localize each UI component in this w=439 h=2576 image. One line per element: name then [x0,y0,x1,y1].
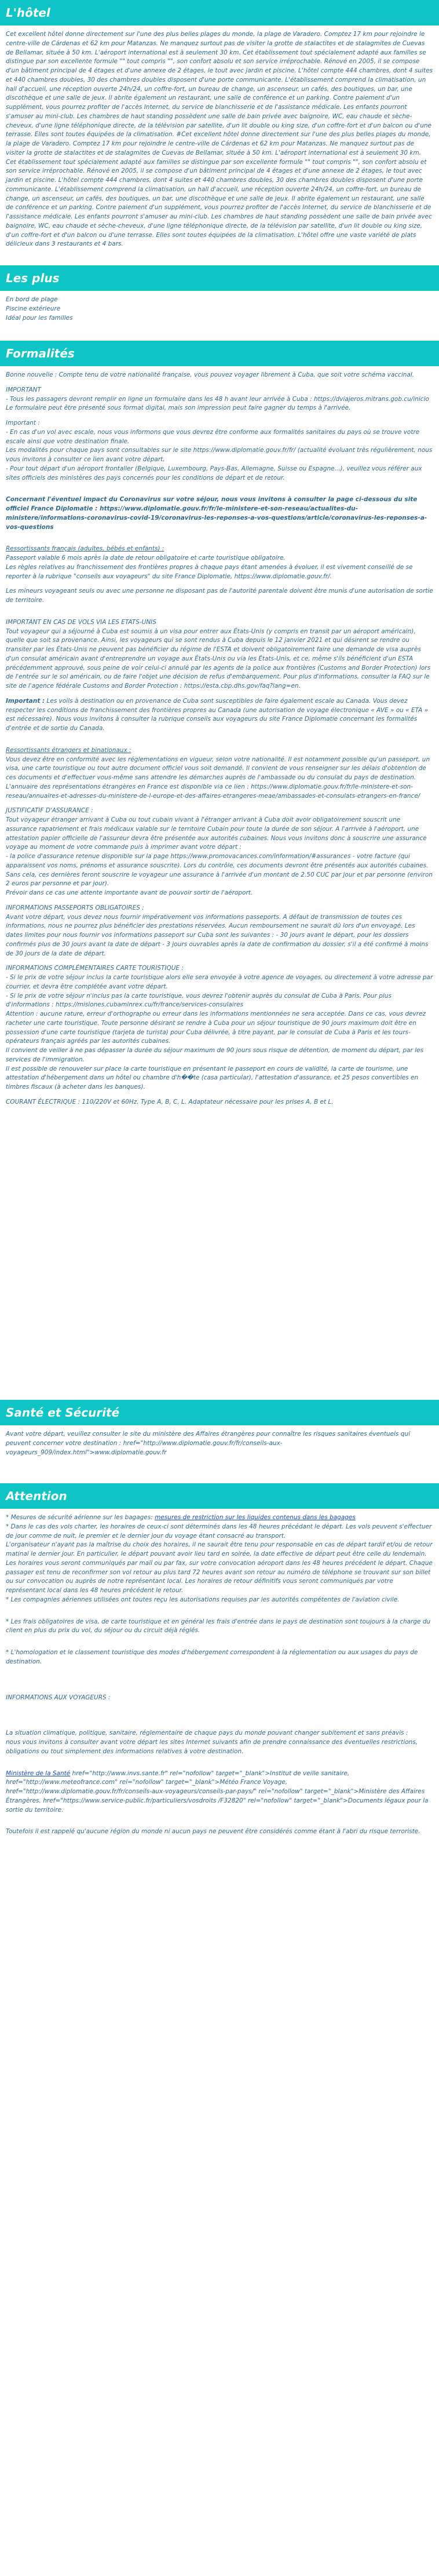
formalites-p2: - En cas d'un vol avec escale, nous vous informons que vous devrez être conforme aux formalités sanitaires du pays où se trouve votre escale ainsi que votre destination finale. [6,428,420,445]
important-label: Important : [6,419,40,426]
section-title-sante: Santé et Sécurité [6,1406,120,1420]
section-title-formalites: Formalités [6,346,75,360]
liens-text: href="http://www.invs.sante.fr" rel="nofollow" target="_blank">Institut de veille sanitaire, href="http://www.meteofrance.com" rel="nofollow" target="_blank">Météo France Voyage, href="http://www.diplomatie.gouv.fr/fr/conseils-aux-voyageurs/conseils-par-pays/" rel="nofollow" target="_blank">Ministère des Affaires Étrangères, href="https://www.service-public.fr/particuliers/vosdroits /F32820" rel="nofollow" target="_blank">Documents légaux pour la sortie du territoire. [6,1769,429,1814]
section-header-attention [0,1483,439,1509]
frais-text: * Les frais obligatoires de visa, de carte touristique et en général les frais d'entrée dans le pays de destination sont toujours à la charge du client en plus du prix du vol, du séjour ou du circuit déjà réglés. [6,1618,431,1634]
passports-text: Avant votre départ, vous devez nous fournir impérativement vos informations passeports. A défaut de transmission de toutes ces informations, nous ne pourrez plus bénéficier des prestations réservées. Aucun remboursement ne saurait dû lors d'un envoyagé. Les dates limites pour nous fournir vos informations passeport sur Cuba sont les suivantes : - 30 jours avant le départ, pour les dossiers confirmés plus de 30 jours avant la date de départ - 3 jours ouvrables après la date de confirmation du dossier, s'il a été confirmé à moins de 30 jours de la date de départ. [6,913,429,957]
plus-item: Piscine extérieure [6,305,61,312]
plus-item: Idéal pour les familles [6,314,73,322]
formalites-p4: - Pour tout départ d'un aéroport frontalier (Belgique, Luxembourg, Pays-Bas, Allemagne, Suisse ou Espagne...), veuillez vous référer aux sites officiels des ministères des pays concernés pour les conditions de départ et de retour. [6,465,422,481]
important-heading: IMPORTANT [6,386,41,393]
charter-text: * Dans le cas des vols charter, les horaires de ceux-ci sont déterminés dans les 48 heures précédant le départ. Les vols peuvent s'effectuer de jour comme de nuit, le premier et le dernier jour du voyage étant consacré au transport. L'organisateur n'ayant pas la maîtrise du choix des horaires, il ne saurait être tenu pour responsable en cas de départ tardif et/ou de retour matinal le dernier jour. En particulier, le départ pouvant avoir lieu tard en soirée, la date effective de départ peut être celle du lendemain. Les horaires vous seront communiqués par mail ou par fax, sur votre convocation aéroport dans les 48 heures précédent le départ. Chaque passager est tenu de reconfirmer son vol retour au plus tard 72 heures avant son retour au numéro de téléphone se trouvant sur son billet ou sur convocation ou auprès de notre représentant local. Les horaires de retour définitifs vous seront communiqués par votre représentant local dans les 48 heures précédent le retour. * Les compagnies aériennes utilisées ont toutes reçu les autorisations requises par les autorités compétentes de l'aviation civile. [6,1523,433,1603]
sante-text: Avant votre départ, veuillez consulter le site du ministère des Affaires étrangères pour connaître les risques sanitaires éventuels qui peuvent concerner votre destination : href="http://www.diplomatie.gouv.fr/fr/conseils-aux-voyageurs_909/index.html">www.diplomatie.gouv.fr [6,1431,411,1456]
hotel-description [0,25,439,265]
rf3: Les mineurs voyageant seuls ou avec une personne ne disposant pas de l'autorité parentale doivent être munis d'une autorisation de sortie de territoire. [6,588,433,604]
formalites-intro: Bonne nouvelle : Compte tenu de votre nationalité française, vous pouvez voyager librement à Cuba, que soit votre schéma vaccinal. [6,371,415,378]
section-header-plus [0,265,439,291]
canada-text: Les voils à destination ou en provenance de Cuba sont susceptibles de faire également escale au Canada. Vous devez respecter les conditions de franchissement des frontières propres au Canada (une autorisation de voyage électronique « AVE » ou « ETA » est nécessaire). Nous vous invitons à consulter la rubrique conseils aux voyageurs du site France Diplomatie concernant les formalités d'entrée et de sortie du Canada. [6,697,429,732]
covid-notice: Concernant l'éventuel impact du Coronavirus sur votre séjour, nous vous invitons à consulter la page ci-dessous du site officiel France Diplomatie : https://www.diplomatie.gouv.fr/fr/le-ministere-et-son-reseau/actualites-du-ministere/informations-coronavirus-covid-19/coronavirus-les-reponses-a-vos-questions/article/coronavirus-les-reponses-a-vos-questions [6,496,427,531]
ressortissants-fr-heading: Ressortissants français (adultes, bébés et enfants) : [6,545,164,553]
info-voyageurs-heading: INFORMATIONS AUX VOYAGEURS : [6,1694,111,1701]
rf1: Passeport valable 6 mois après la date de retour obligatoire et carte touristique obligatoire. [6,554,286,561]
section-header-formalites [0,341,439,366]
courant-text: COURANT ÉLECTRIQUE : 110/220V et 60Hz. Type A, B, C, L. Adaptateur nécessaire pour les prises A, B et L. [6,1098,334,1105]
situation-text: La situation climatique, politique, sanitaire, réglementaire de chaque pays du monde pouvant changer subitement et sans préavis : nous vous invitons à consulter avant votre départ les sites Internet suivants afin de prendre connaissance des éventuelles restrictions, obligations ou tout simplement des informations relatives à votre destination. [6,1730,418,1755]
formalites-p1: - Tous les passagers devront remplir en ligne un formulaire dans les 48 h avant leur arrivée à Cuba : https://dviajeros.mitrans.gob.cu/inicio [6,395,429,403]
section-header-sante [0,1400,439,1425]
formalites-p3: Les modalités pour chaque pays sont consultables sur le site https://www.diplomatie.gouv.fr/fr/ (actualité évoluant très régulièrement, nous vous invitons à consulter ce lien avant votre départ. [6,447,433,463]
section-header-hotel [0,0,439,25]
justif-heading: JUSTIFICATIF D'ASSURANCE : [6,807,93,815]
usa-text: Tout voyageur qui a séjourné à Cuba est soumis à un visa pour entrer aux États-Unis (y compris en transit par un aéroport américain), quelle que soit sa provenance. Ainsi, les voyageurs qui se sont rendus à Cuba depuis le 12 janvier 2021 et qui désirent se rendre ou transiter par les États-Unis ne peuvent pas bénéficier du régime de l'ESTA et doivent obligatoirement faire une demande de visa auprès d'un consulat américain avant d'entreprendre un voyage aux États-Unis ou via les États-Unis, et ce, même s'ils bénéficient d'un ESTA précédemment approuvé, sous peine de voir celui-ci annulé par les agents de la police aux frontières (Customs and Border Protection) lors de l'entrée sur le sol américain, ou de faire l'objet une décision de refus d'embarquement. Pour plus d'informations, consulter la FAQ sur le site de l'agence fédérale Customs and Border Protection : https://esta.cbp.dhs.gov/faq?lang=en. [6,627,431,689]
homologation-text: * L'homologation et le classement touristique des modes d'hébergement correspondent à la réglementation ou aux usages du pays de destination. [6,1649,418,1665]
usa-heading: IMPORTANT EN CAS DE VOLS VIA LES ETATS-UNIS [6,618,156,626]
important-label-bold: Important : [6,697,45,705]
section-title-plus: Les plus [6,271,60,285]
section-title-hotel: L'hôtel [6,6,50,20]
bagages-restriction-link[interactable]: mesures de restriction sur les liquides contenus dans les bagages [155,1514,356,1521]
ressortissants-other-heading: Ressortissants étrangers et binationaux : [6,746,131,754]
formalites-content [0,366,439,1400]
formalites-p1b: Le formulaire peut être présenté sous format digital, mais son impression peut faire gagner du temps à l'arrivée. [6,404,351,412]
plus-item: En bord de plage [6,296,58,303]
section-title-attention: Attention [6,1489,67,1503]
plus-list [0,291,439,341]
ministere-sante-link[interactable]: Ministère de la Santé [6,1769,71,1777]
bagages-prefix: * Mesures de sécurité aérienne sur les bagages: [6,1514,155,1521]
sante-content [0,1425,439,1483]
attention-content [0,1509,439,1957]
justif-text-3: Prévoir dans ce cas une attente importante avant de pouvoir sortir de l'aéroport. [6,889,253,896]
carte-heading: INFORMATIONS COMPLÉMENTAIRES CARTE TOURISTIQUE : [6,965,184,972]
rf2: Les règles relatives au franchissement des frontières propres à chaque pays étant amenées à évoluer, il est vivement conseillé de se reporter à la rubrique "conseils aux voyageurs" du site France Diplomatie, https://www.diplomatie.gouv.fr/. [6,563,413,580]
ro2: L'annuaire des représentations étrangères en France est disponible via ce lien : https://www.diplomatie.gouv.fr/fr/le-ministere-et-son-reseau/annuaires-et-adresses-du-ministere-de-l-europe-et-des-affaires-etrangeres-meae/ambassades-et-consulats-etrangers-en-france/ [6,783,420,800]
justif-text: Tout voyageur étranger arrivant à Cuba ou tout cubain vivant à l'étranger arrivant à Cuba doit avoir obligatoirement souscrit une assurance rapatriement et frais médicaux valable sur le territoire Cubain pour toute la durée de son séjour. A l'arrivée à l'aéroport, une attestation papier officielle de l'assureur devra être présentée aux autorités cubaines. Nous vous invitons donc à souscrire une assurance voyage au moment de votre commande puis à imprimer avant votre départ : [6,816,427,851]
ro1: Vous devez être en conformité avec les réglementations en vigueur, selon votre nationalité. Il est notamment possible qu'un passeport, un visa, une carte touristique ou tout autre document officiel vous soit demandé. Il convient de vous renseigner sur les délais d'obtention de ces documents et d'effectuer vous-même sans attendre les démarches auprès de l'ambassade ou du consulat du pays de destination. [6,756,430,781]
hotel-text: Cet excellent hôtel donne directement sur l'une des plus belles plages du monde, la plage de Varadero. Comptez 17 km pour rejoindre le centre-ville de Cárdenas et 62 km pour Matanzas. Ne manquez surtout pas de visiter la grotte de stalactites et de stalagmites de Cuevas de Bellamar, située à 50 km. L'aéroport international est à seulement 30 km. Cet établissement tout spécialement adapté aux familles se distingue par son excellente formule "" tout compris "", son confort absolu et son service irréprochable. Rénové en 2005, il se compose d'un bâtiment principal de 4 étages et d'une annexe de 2 étages, le tout avec jardin et piscine. L'hôtel compte 444 chambres, dont 4 suites et 440 chambres doubles, 30 des chambres doubles disposent d'une porte communicante. L'établissement comprend la climatisation, un hall d'accueil, une réception ouverte 24h/24, un coffre-fort, un bureau de change, un ascenseur, un cafés, des boutiques, un bar, une discothèque et une salle de jeux. Il abrite également un restaurant, une salle de conférence et un parking. Contre paiement d'un supplément, vous pourrez profiter de l'accès Internet, du service de blanchisserie et de l'assistance médicale. Les enfants pourront s'amuser au mini-club. Les chambres de haut standing possèdent une salle de bain privée avec baignoire, WC, eau chaude et sèche-cheveux, d'une ligne téléphonique directe, de la télévision par satellite, d'un lit double ou king size, d'un coffre-fort et d'un balcon ou d'une terrasse. Elles sont toutes équipées de la climatisation. #Cet excellent hôtel donne directement sur l'une des plus belles plages du monde, la plage de Varadero. Comptez 17 km pour rejoindre le centre-ville de Cárdenas et 62 km pour Matanzas. Ne manquez surtout pas de visiter la grotte de stalactites et de stalagmites de Cuevas de Bellamar, située à 50 km. L'aéroport international est à seulement 30 km. Cet établissement tout spécialement adapté aux familles se distingue par son excellente formule "" tout compris "", son confort absolu et son service irréprochable. Rénové en 2005, il se compose d'un bâtiment principal de 4 étages et d'une annexe de 2 étages, le tout avec jardin et piscine. L'hôtel compte 444 chambres, dont 4 suites et 440 chambres doubles, 30 des chambres doubles disposent d'une porte communicante. L'établissement comprend la climatisation, un hall d'accueil, une réception ouverte 24h/24, un coffre-fort, un bureau de change, un ascenseur, un cafés, des boutiques, un bar, une discothèque et une salle de jeux. Il abrite également un restaurant, une salle de conférence et un parking. Contre paiement d'un supplément, vous pourrez profiter de l'accès Internet, du service de blanchisserie et de l'assistance médicale. Les enfants pourront s'amuser au mini-club. Les chambres de haut standing possèdent une salle de bain privée avec baignoire, WC, eau chaude et sèche-cheveux, d'une ligne téléphonique directe, de la télévision par satellite, d'un lit double ou king size, d'un coffre-fort et d'un balcon ou d'une terrasse. Elles sont toutes équipées de la climatisation. L'hôtel offre une vaste variété de plats délicieux dans 3 restaurants et 4 bars. [6,31,433,248]
passports-heading: INFORMATIONS PASSEPORTS OBLIGATOIRES : [6,904,144,911]
justif-text-2: - la police d'assurance retenue disponible sur la page https://www.promovacances.com/information/#assurances - votre facture (qui apparaissent vos noms, prénoms et assurance souscrite). Lors du contrôle, ces documents devront être présentés aux autorités cubaines. Sans cela, ces dernières feront souscrire le voyageur une assurance à l'arrivée d'un montant de 2.50 CUC par jour et par personne (environ 2 euros par personne et par jour). [6,853,433,888]
carte-text: - Si le prix de votre séjour inclus la carte touristique alors elle sera envoyée à votre agence de voyages, ou directement à votre adresse par courrier, et devra être complétée avant votre départ. - Si le prix de votre séjour n'inclus pas la carte touristique, vous devrez l'obtenir auprès du consulat de Cuba à Paris. Pour plus d'informations : https://misiones.cubaminrex.cu/fr/france/services-consulaires Attention : aucune rature, erreur d'orthographe ou erreur dans les informations mentionnées ne sera acceptée. Dans ce cas, vous devrez racheter une carte touristique. Toute personne désirant se rendre à Cuba pour un séjour touristique de 90 jours maximum doit être en possession d'une carte touristique (tarjeta de turista) pour Cuba délivrée, à titre payant, par le consulat de Cuba à Paris et les tours-opérateurs français agréés par les autorités cubaines. Il convient de veiller à ne pas dépasser la durée du séjour maximum de 90 jours sous risque de détention, de moment du départ, par les services de l'immigration. Il est possible de renouveler sur place la carte touristique en présentant le passeport en cours de validité, la carte de tourisme, une attestation d'hébergement dans un hôtel ou chambre d'h��te (casa particular), l'attestation d'assurance, et 25 pesos convertibles en timbres fiscaux (à acheter dans les banques). [6,974,433,1090]
terrorisme-text: Toutefois il est rappelé qu'aucune région du monde ni aucun pays ne peuvent être considérés comme étant à l'abri du risque terroriste. [6,1828,420,1836]
